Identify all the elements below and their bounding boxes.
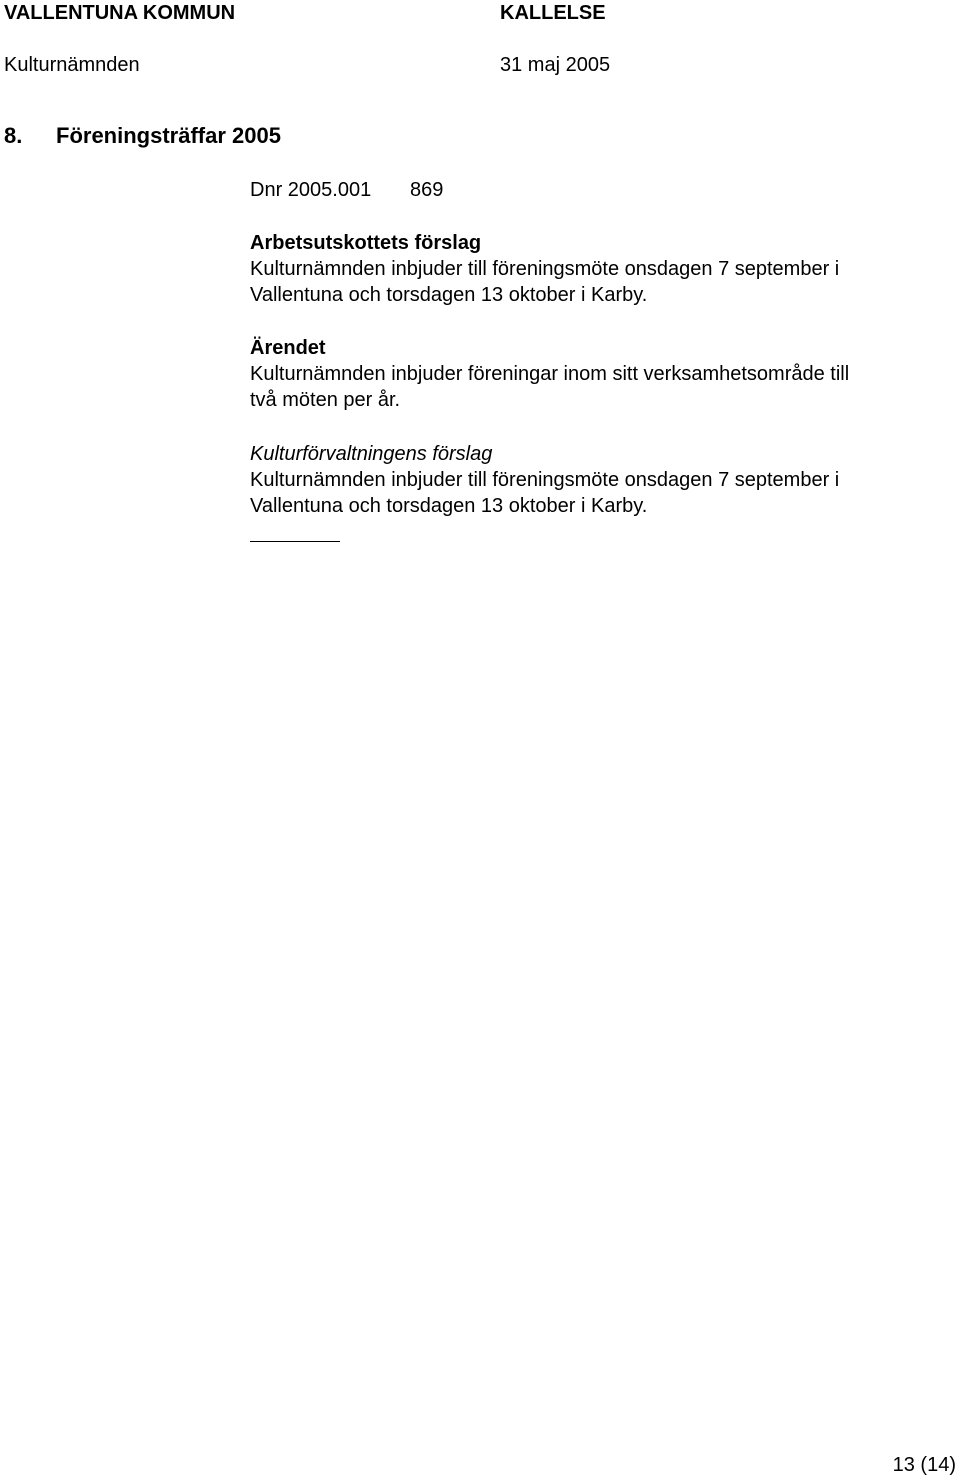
section-number: 8. bbox=[4, 123, 23, 148]
matter-block-arendet bbox=[250, 335, 950, 413]
block-text-line: två möten per år. bbox=[250, 389, 401, 411]
block-heading: Arbetsutskottets förslag bbox=[250, 232, 482, 254]
dnr-code: 869 bbox=[410, 179, 444, 201]
committee-name: Kulturnämnden bbox=[4, 54, 140, 76]
block-heading: Ärendet bbox=[250, 337, 326, 359]
block-heading: Kulturförvaltningens förslag bbox=[250, 443, 493, 465]
document-type: KALLELSE bbox=[500, 2, 606, 24]
organization-name: VALLENTUNA KOMMUN bbox=[4, 2, 236, 24]
block-text-line: Vallentuna och torsdagen 13 oktober i Karby. bbox=[250, 495, 648, 517]
proposal-block-arbetsutskott bbox=[250, 230, 950, 308]
end-rule-divider bbox=[250, 541, 340, 542]
document-date: 31 maj 2005 bbox=[500, 54, 611, 76]
section-heading bbox=[4, 123, 281, 149]
section-title: Föreningsträffar 2005 bbox=[56, 123, 281, 148]
proposal-block-kulturforvaltning bbox=[250, 441, 950, 519]
block-text-line: Kulturnämnden inbjuder till föreningsmöte onsdagen 7 september i bbox=[250, 258, 840, 280]
block-text-line: Kulturnämnden inbjuder föreningar inom sitt verksamhetsområde till bbox=[250, 363, 850, 385]
block-text-line: Vallentuna och torsdagen 13 oktober i Karby. bbox=[250, 284, 648, 306]
block-text-line: Kulturnämnden inbjuder till föreningsmöte onsdagen 7 september i bbox=[250, 469, 840, 491]
page-number: 13 (14) bbox=[892, 1454, 956, 1476]
dnr-number: Dnr 2005.001 bbox=[250, 179, 372, 201]
registration-line bbox=[250, 177, 950, 203]
